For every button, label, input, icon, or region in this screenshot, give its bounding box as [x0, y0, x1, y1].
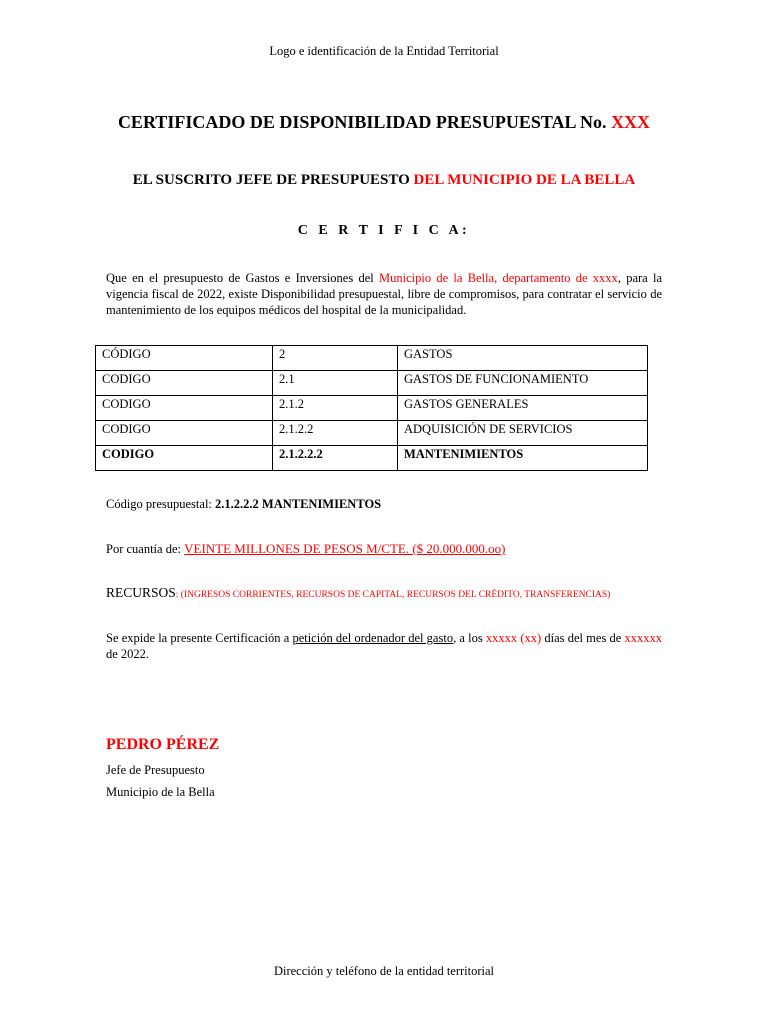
code-value-cell: 2.1 — [273, 371, 398, 396]
issuance-text-1: Se expide la presente Certificación a — [106, 631, 293, 645]
amount-value: VEINTE MILLONES DE PESOS M/CTE. ($ 20.000.000.oo) — [184, 541, 506, 556]
entity-logo-placeholder: Logo e identificación de la Entidad Territorial — [269, 44, 499, 58]
intro-text-start: Que en el presupuesto de Gastos e Inversiones del — [106, 271, 379, 285]
code-description-cell: GASTOS GENERALES — [398, 396, 648, 421]
entity-contact-footer: Dirección y teléfono de la entidad territorial — [273, 964, 495, 978]
signer-organization: Municipio de la Bella — [106, 785, 215, 799]
code-description-cell: GASTOS — [398, 346, 648, 371]
table-row — [96, 371, 648, 396]
issuance-month: xxxxxx — [624, 631, 663, 645]
resources-label: RECURSOS — [106, 585, 176, 600]
code-value-cell: 2.1.2 — [273, 396, 398, 421]
budget-code-value: 2.1.2.2.2 MANTENIMIENTOS — [215, 497, 382, 511]
issuance-requester: petición del ordenador del gasto — [292, 631, 454, 645]
document-title — [0, 112, 768, 133]
table-row — [96, 346, 648, 371]
intro-text-end: , para la vigencia fiscal de 2022, existe Disponibilidad presupuestal, libre de compromisos, para contratar el servicio de mantenimiento de los equipos médicos del hospital de la municipalidad. — [106, 271, 662, 317]
code-value-cell: 2 — [273, 346, 398, 371]
table-row — [96, 396, 648, 421]
budget-code-line — [106, 497, 381, 512]
code-label-cell: CÓDIGO — [96, 346, 273, 371]
issuance-days: xxxxx (xx) — [485, 631, 542, 645]
signer-role: Jefe de Presupuesto — [106, 763, 205, 777]
code-description-cell: MANTENIMIENTOS — [398, 446, 648, 471]
certifica-heading: C E R T I F I C A: — [297, 223, 471, 238]
intro-entity: Municipio de la Bella, departamento de xxxx — [379, 271, 618, 285]
certificate-number: XXX — [611, 112, 651, 132]
issuance-text-2: , a los — [453, 631, 486, 645]
table-row — [96, 446, 648, 471]
table-row — [96, 421, 648, 446]
amount-line — [106, 541, 506, 557]
code-value-cell: 2.1.2.2.2 — [273, 446, 398, 471]
title-text: CERTIFICADO DE DISPONIBILIDAD PRESUPUESTAL No. — [117, 112, 612, 132]
code-value-cell: 2.1.2.2 — [273, 421, 398, 446]
resources-value: : (INGRESOS CORRIENTES, RECURSOS DE CAPITAL, RECURSOS DEL CRÉDITO, TRANSFERENCIAS) — [175, 590, 611, 600]
issuance-text-4: de 2022. — [106, 647, 150, 661]
document-subtitle — [0, 172, 768, 189]
amount-label: Por cuantía de: — [106, 542, 185, 556]
budget-codes-table — [95, 345, 648, 471]
subtitle-text: EL SUSCRITO JEFE DE PRESUPUESTO — [132, 172, 414, 188]
signer-name: PEDRO PÉREZ — [106, 736, 220, 753]
budget-code-label: Código presupuestal: — [106, 497, 216, 511]
issuance-text-3: días del mes de — [541, 631, 625, 645]
resources-line — [106, 585, 610, 601]
code-description-cell: GASTOS DE FUNCIONAMIENTO — [398, 371, 648, 396]
code-label-cell: CODIGO — [96, 446, 273, 471]
issuance-paragraph — [106, 630, 662, 662]
code-label-cell: CODIGO — [96, 396, 273, 421]
code-description-cell: ADQUISICIÓN DE SERVICIOS — [398, 421, 648, 446]
code-label-cell: CODIGO — [96, 371, 273, 396]
subtitle-entity: DEL MUNICIPIO DE LA BELLA — [413, 172, 636, 188]
code-label-cell: CODIGO — [96, 421, 273, 446]
intro-paragraph — [106, 270, 662, 318]
